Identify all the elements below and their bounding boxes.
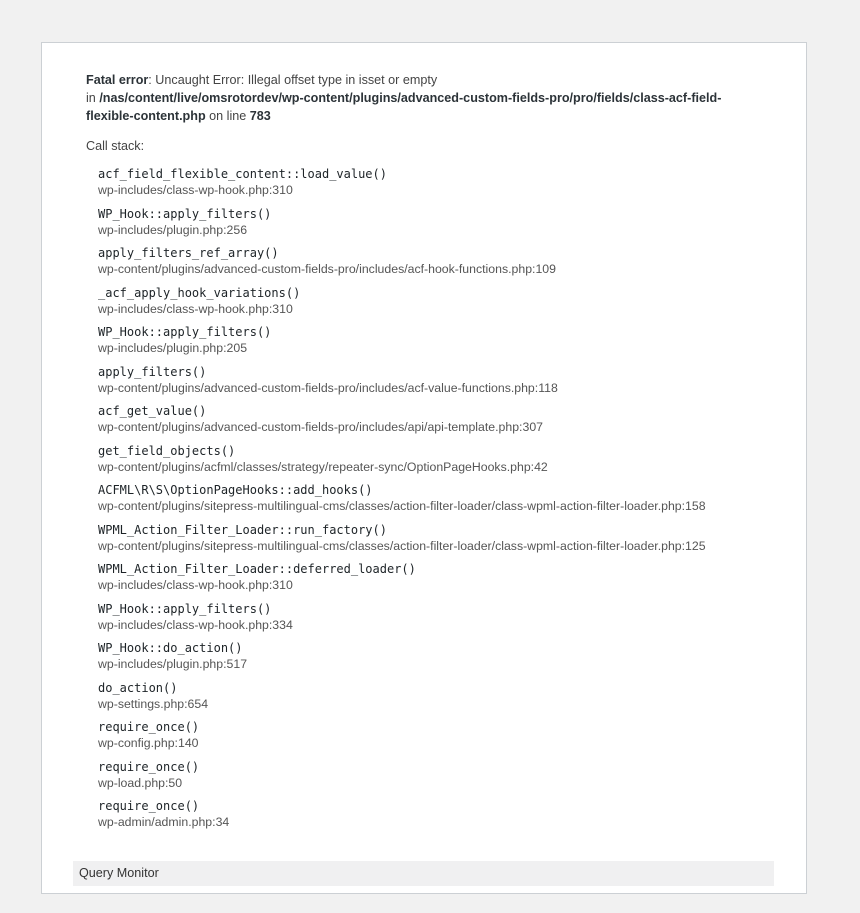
stack-frame: [98, 403, 798, 443]
stack-frame-function: do_action(): [98, 680, 178, 695]
stack-frame-location: wp-content/plugins/sitepress-multilingual-cms/classes/action-filter-loader/class-wpml-action-filter-loader.php:125: [98, 538, 706, 553]
stack-frame-location: wp-includes/class-wp-hook.php:310: [98, 301, 293, 316]
stack-frame-function: require_once(): [98, 799, 200, 813]
query-monitor-bar[interactable]: [73, 861, 774, 886]
stack-frame-location: wp-includes/plugin.php:256: [98, 222, 248, 237]
stack-frame: [98, 719, 798, 759]
stack-frame-function: apply_filters_ref_array(): [98, 246, 279, 260]
stack-frame: [98, 324, 798, 364]
stack-frame-function: ACFML\R\S\OptionPageHooks::add_hooks(): [98, 483, 373, 497]
stack-frame-location: wp-includes/plugin.php:205: [98, 341, 248, 355]
stack-frame-location: wp-admin/admin.php:34: [98, 815, 230, 829]
stack-frame: [98, 206, 798, 246]
stack-frame-function: WP_Hook::do_action(): [98, 641, 243, 655]
stack-frame: [98, 798, 798, 838]
stack-frame: [98, 245, 798, 285]
stack-frame: [98, 759, 798, 799]
stack-frame-function: WP_Hook::apply_filters(): [98, 206, 272, 221]
stack-frame: [98, 166, 798, 206]
stack-frame: [98, 443, 798, 483]
stack-frame-location: wp-load.php:50: [98, 775, 183, 790]
stack-frame-function: _acf_apply_hook_variations(): [98, 285, 301, 300]
stack-frame-function: acf_get_value(): [98, 404, 207, 418]
error-text: : Uncaught Error: Illegal offset type in isset or empty: [148, 73, 438, 87]
stack-frame-function: acf_field_flexible_content::load_value(): [98, 167, 387, 181]
stack-frame-location: wp-settings.php:654: [98, 696, 209, 711]
stack-frame: [98, 601, 798, 641]
stack-frame-location: wp-includes/class-wp-hook.php:334: [98, 617, 293, 632]
stack-frame: [98, 680, 798, 720]
stack-frame-function: require_once(): [98, 759, 200, 774]
stack-frame-location: wp-config.php:140: [98, 736, 199, 750]
error-message: [86, 71, 766, 125]
stack-frame: [98, 561, 798, 601]
stack-frame-function: WP_Hook::apply_filters(): [98, 325, 272, 339]
stack-frame: [98, 482, 798, 522]
query-monitor-label[interactable]: Query Monitor: [79, 866, 159, 880]
stack-frame-location: wp-content/plugins/acfml/classes/strategy/repeater-sync/OptionPageHooks.php:42: [98, 459, 548, 474]
stack-frame-location: wp-includes/class-wp-hook.php:310: [98, 183, 293, 197]
stack-frame-function: require_once(): [98, 720, 200, 734]
stack-frame: [98, 364, 798, 404]
stack-frame-location: wp-content/plugins/sitepress-multilingual-cms/classes/action-filter-loader/class-wpml-action-filter-loader.php:158: [98, 499, 706, 513]
call-stack-label: Call stack:: [86, 139, 145, 153]
stack-frame-location: wp-includes/class-wp-hook.php:310: [98, 578, 293, 592]
call-stack-list: [98, 166, 798, 838]
stack-frame-location: wp-content/plugins/advanced-custom-fields-pro/includes/api/api-template.php:307: [98, 420, 543, 434]
stack-frame: [98, 285, 798, 325]
error-panel: [41, 42, 807, 894]
error-on-line-text: on line: [205, 109, 250, 123]
stack-frame-function: WPML_Action_Filter_Loader::deferred_loader(): [98, 562, 416, 576]
stack-frame-function: WP_Hook::apply_filters(): [98, 601, 272, 616]
stack-frame: [98, 640, 798, 680]
stack-frame-function: get_field_objects(): [98, 443, 236, 458]
stack-frame-function: WPML_Action_Filter_Loader::run_factory(): [98, 522, 387, 537]
stack-frame-function: apply_filters(): [98, 364, 207, 379]
stack-frame-location: wp-content/plugins/advanced-custom-fields-pro/includes/acf-hook-functions.php:109: [98, 262, 556, 276]
stack-frame-location: wp-content/plugins/advanced-custom-fields-pro/includes/acf-value-functions.php:118: [98, 380, 558, 395]
error-line-number: 783: [249, 109, 271, 123]
stack-frame: [98, 522, 798, 562]
stack-frame-location: wp-includes/plugin.php:517: [98, 657, 248, 671]
error-label: Fatal error: [86, 73, 149, 87]
error-file-path: /nas/content/live/omsrotordev/wp-content/plugins/advanced-custom-fields-pro/pro/fields/class-acf-field-flexible-content.php: [86, 91, 722, 123]
error-in-text: in: [86, 91, 100, 105]
